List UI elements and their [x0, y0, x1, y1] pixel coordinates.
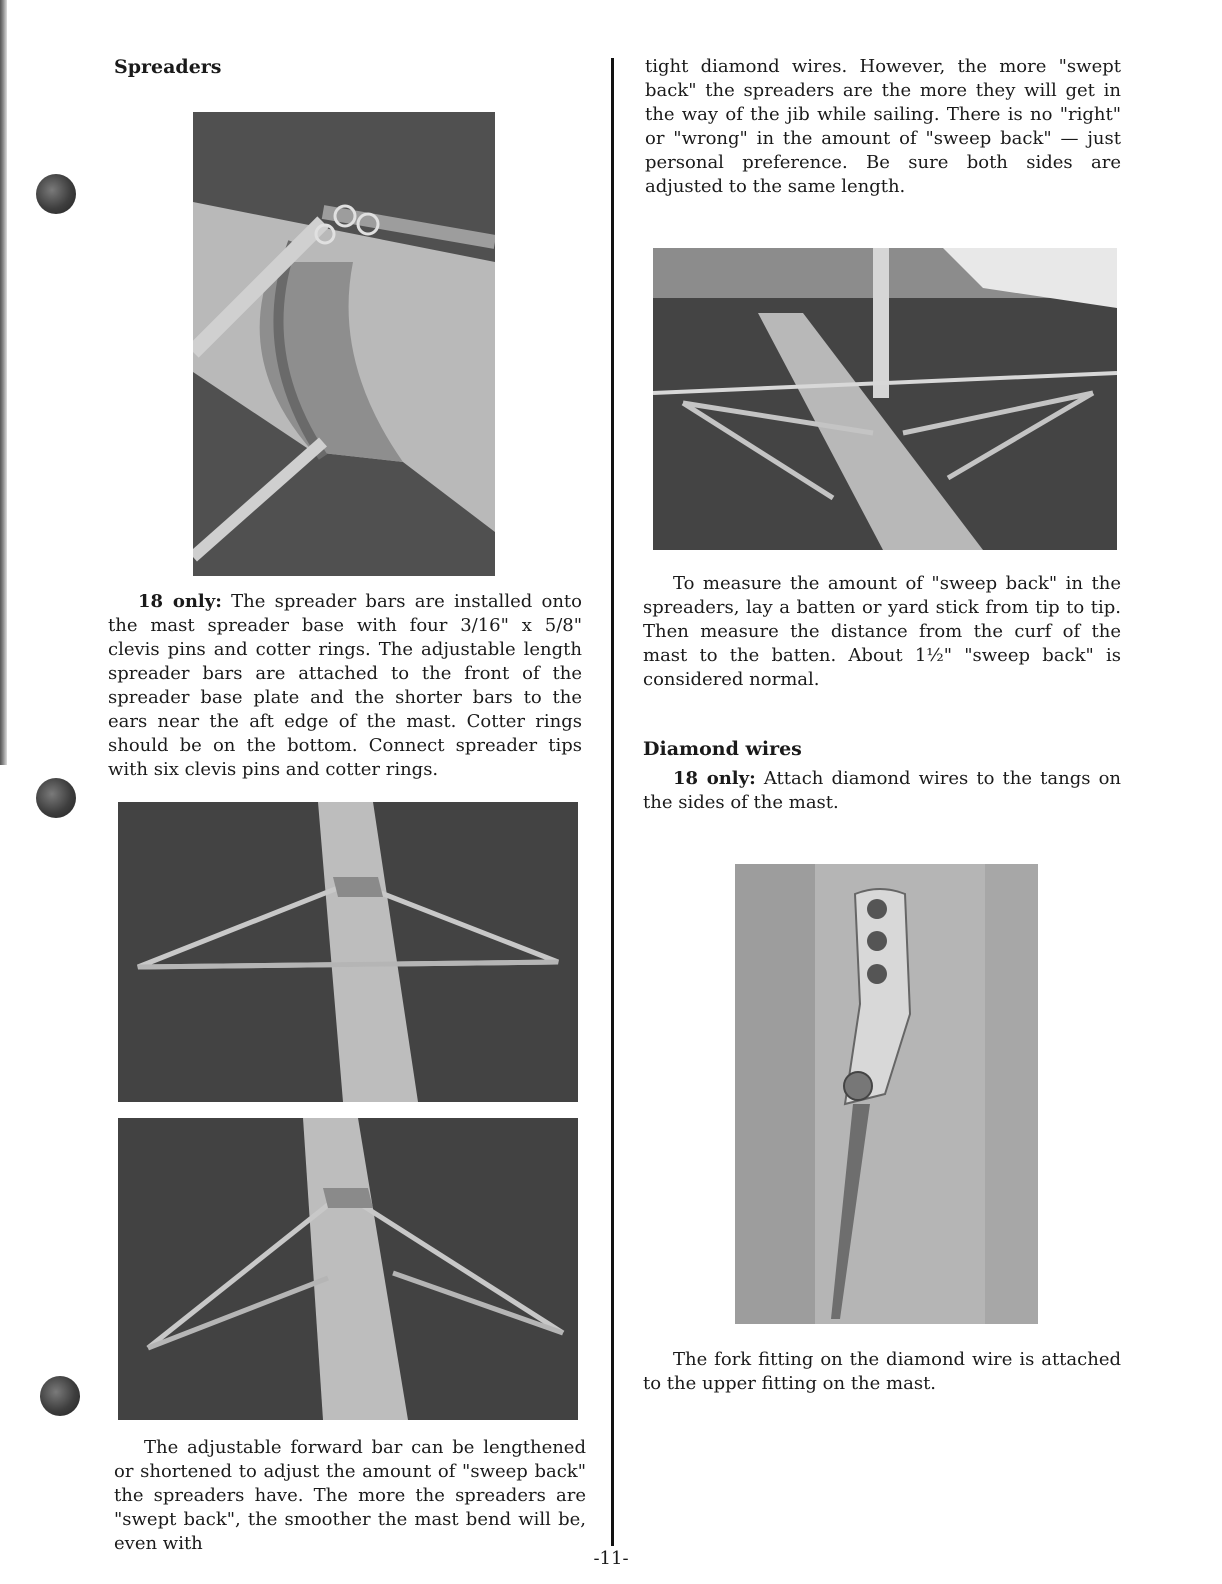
punch-hole-middle — [36, 778, 76, 818]
photo-spreaders-top-view-2 — [118, 1118, 578, 1420]
punch-hole-bottom — [40, 1376, 80, 1416]
paragraph-text: The spreader bars are installed onto the mast spreader base with four 3/16" x 5/8" clevis pins and cotter rings. The adjustable length spreader bars are attached to the front of the spreader base plate and the shorter bars to the ears near the aft edge of the mast. Cotter rings should be on the bottom. Connect spreader tips with six clevis pins and cotter rings. — [108, 591, 582, 780]
section-heading-diamond-wires: Diamond wires — [643, 738, 802, 760]
photo-diamond-wire-fork-fitting — [735, 864, 1038, 1324]
lead-18-only: 18 only: — [138, 591, 222, 612]
photo-spreaders-top-view-1 — [118, 802, 578, 1102]
column-divider — [611, 58, 614, 1546]
paragraph-spreaders-install — [108, 590, 582, 782]
binder-edge — [0, 0, 7, 765]
lead-18-only: 18 only: — [673, 768, 756, 789]
paragraph-measure-sweep-back: To measure the amount of "sweep back" in the spreaders, lay a batten or yard stick from tip to tip. Then measure the distance from the curf of the mast to the batten. About 1½" "sweep back" is considered normal. — [643, 573, 1121, 690]
paragraph-text: Attach diamond wires to the tangs on the sides of the mast. — [643, 768, 1121, 813]
photo-measuring-sweep-back — [653, 248, 1117, 550]
paragraph-attach-diamond-wires — [643, 767, 1121, 815]
section-heading-spreaders: Spreaders — [114, 56, 222, 78]
paragraph-adjustable-forward-bar: The adjustable forward bar can be lengthened or shortened to adjust the amount of "sweep back" the spreaders have. The more the spreaders are "swept back", the smoother the mast bend will be, even with — [114, 1437, 586, 1554]
paragraph-fork-fitting: The fork fitting on the diamond wire is attached to the upper fitting on the mast. — [643, 1349, 1121, 1394]
photo-spreader-base-closeup — [193, 112, 495, 576]
punch-hole-top — [36, 174, 76, 214]
paragraph-tight-diamond-wires: tight diamond wires. However, the more "swept back" the spreaders are the more they will get in the way of the jib while sailing. There is no "right" or "wrong" in the amount of "sweep back" — just personal preference. Be sure both sides are adjusted to the same length. — [645, 56, 1121, 197]
page-number: -11- — [593, 1548, 629, 1569]
